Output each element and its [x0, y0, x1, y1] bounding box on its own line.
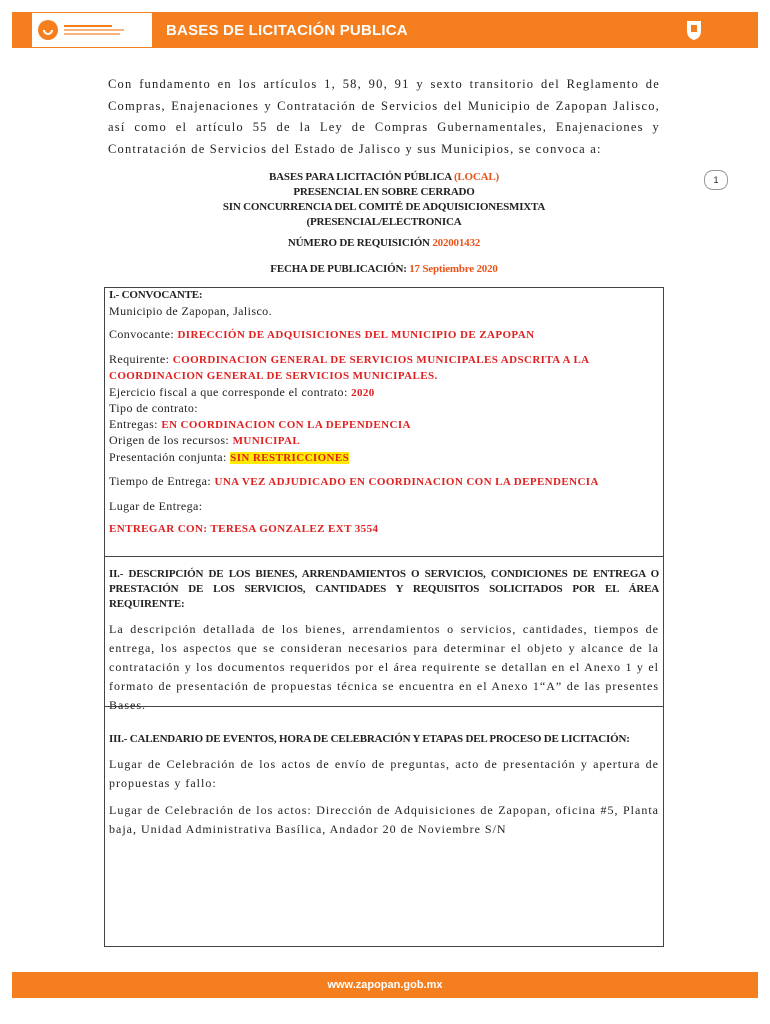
section3-p2: Lugar de Celebración de los actos: Dirección de Adquisiciones de Zapopan, oficina #5, Planta baja, Unidad Administrativa Basílica, Andador 20 de Noviembre S/N	[109, 803, 659, 836]
requisition-number: NÚMERO DE REQUISICIÓN 202001432	[287, 237, 481, 249]
section2-heading: II.- DESCRIPCIÓN DE LOS BIENES, ARRENDAMIENTOS O SERVICIOS, CONDICIONES DE ENTREGA O PRESTACIÓN DE LOS SERVICIOS, CANTIDADES Y REQUISITOS SOLICITADOS POR EL ÁREA REQUIRENTE:	[109, 568, 659, 610]
logo-text	[64, 25, 112, 27]
municipio-text: Municipio de Zapopan, Jalisco.	[109, 303, 272, 318]
title-line4: (PRESENCIAL/ELECTRONICA	[306, 216, 462, 228]
origen-line: Origen de los recursos: MUNICIPAL	[109, 433, 301, 447]
tiempo-value: UNA VEZ ADJUDICADO EN COORDINACION CON LA DEPENDENCIA	[214, 476, 599, 488]
lugar-entrega: Lugar de Entrega:	[109, 498, 203, 513]
header-title: BASES DE LICITACIÓN PUBLICA	[166, 21, 408, 39]
tiempo-line: Tiempo de Entrega: UNA VEZ ADJUDICADO EN COORDINACION CON LA DEPENDENCIA	[109, 474, 599, 488]
title-line1: BASES PARA LICITACIÓN PÚBLICA	[269, 171, 454, 183]
section3-heading: III.- CALENDARIO DE EVENTOS, HORA DE CELEBRACIÓN Y ETAPAS DEL PROCESO DE LICITACIÓN:	[109, 733, 630, 745]
title-local: (LOCAL)	[453, 171, 499, 183]
publication-date: FECHA DE PUBLICACIÓN: 17 Septiembre 2020	[270, 263, 498, 275]
convocante-line: Convocante: DIRECCIÓN DE ADQUISICIONES DEL MUNICIPIO DE ZAPOPAN	[109, 327, 535, 341]
requisition-value: 202001432	[432, 237, 481, 249]
section-descripcion	[104, 557, 664, 712]
entregas-value: EN COORDINACION CON LA DEPENDENCIA	[161, 418, 411, 431]
entregas-line: Entregas: EN COORDINACION CON LA DEPENDENCIA	[109, 416, 411, 431]
section2-body: La descripción detallada de los bienes, arrendamientos o servicios, cantidades, tiempos de entrega, los aspectos que se consideran necesarios para determinar el objeto y alcance de la contratación y los documentos requeridos por el área requirente se detallan en el Anexo 1 y el formato de presentación de propuestas técnica se encuentra en el Anexo 1“A” de las presentes Bases.	[109, 622, 659, 712]
title-block	[108, 170, 660, 230]
publication-date-value: 17 Septiembre 2020	[409, 263, 498, 275]
origen-value: MUNICIPAL	[232, 435, 301, 447]
entregar-con: ENTREGAR CON: TERESA GONZALEZ EXT 3554	[109, 523, 379, 535]
presentacion-value: SIN RESTRICCIONES	[230, 451, 350, 464]
footer-bar	[12, 972, 758, 998]
tipo-contrato: Tipo de contrato:	[109, 401, 199, 415]
page-number: 1	[704, 170, 728, 190]
adquisiciones-logo	[32, 13, 152, 47]
intro-paragraph: Con fundamento en los artículos 1, 58, 90, 91 y sexto transitorio del Reglamento de Compras, Enajenaciones y Contratación de Servicios del Municipio de Zapopan Jalisco, así como el artículo 55 de la Ley de Compras Gubernamentales, Enajenaciones y Contratación de Servicios del Estado de Jalisco y sus Municipios, se convoca a:	[108, 77, 660, 156]
footer-url[interactable]: www.zapopan.gob.mx	[327, 979, 443, 991]
section3-p1: Lugar de Celebración de los actos de envío de preguntas, acto de presentación y apertura de propuestas y fallo:	[109, 757, 659, 790]
logo-icon	[38, 20, 58, 40]
convocante-value: DIRECCIÓN DE ADQUISICIONES DEL MUNICIPIO DE ZAPOPAN	[177, 329, 535, 341]
ejercicio-value: 2020	[351, 386, 375, 399]
section1-heading: I.- CONVOCANTE:	[109, 289, 203, 301]
title-line2: PRESENCIAL EN SOBRE CERRADO	[293, 186, 475, 198]
section-convocante	[104, 287, 664, 557]
title-line3: SIN CONCURRENCIA DEL COMITÉ DE ADQUISICIONESMIXTA	[222, 201, 546, 213]
zapopan-crest-icon	[682, 18, 706, 42]
header-bar	[12, 12, 758, 48]
ejercicio-line: Ejercicio fiscal a que corresponde el contrato: 2020	[109, 384, 375, 399]
requirente-line: Requirente: COORDINACION GENERAL DE SERVICIOS MUNICIPALES ADSCRITA A LA COORDINACION GENERAL DE SERVICIOS MUNICIPALES.	[109, 351, 589, 382]
presentacion-line: Presentación conjunta: SIN RESTRICCIONES	[109, 449, 350, 464]
requirente-value: COORDINACION GENERAL DE SERVICIOS MUNICIPALES ADSCRITA A LA COORDINACION GENERAL DE SERVICIOS MUNICIPALES.	[109, 353, 589, 382]
section-calendario	[104, 707, 664, 947]
